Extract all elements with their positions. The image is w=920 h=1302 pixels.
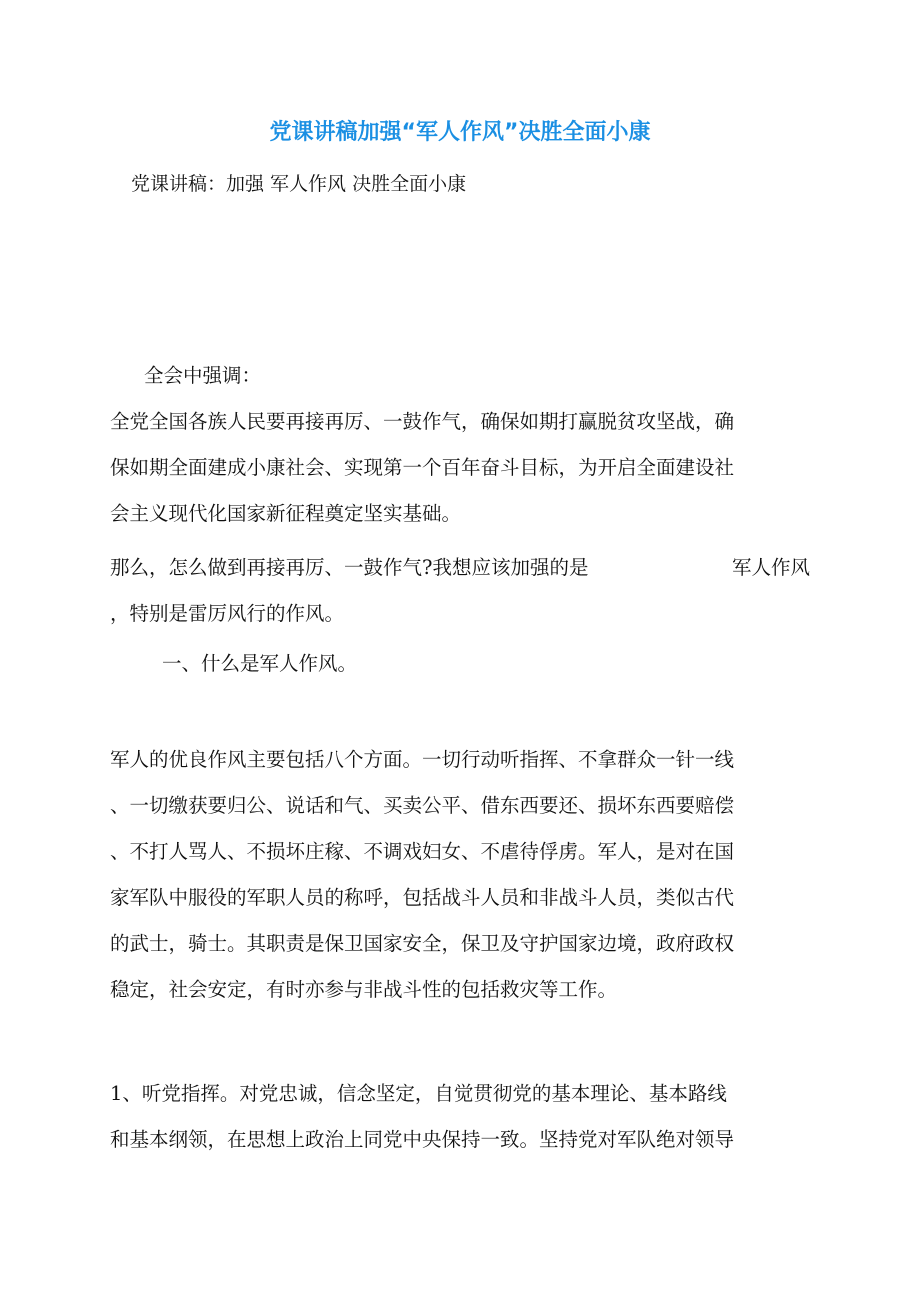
question-paragraph (110, 545, 810, 637)
intro-lead: 全会中强调： (144, 364, 262, 387)
question-emphasis: 军人作风 (731, 556, 810, 579)
intro-line: 全党全国各族人民要再接再厉、一鼓作气，确保如期打赢脱贫攻坚战，确 (110, 410, 735, 433)
section-body-paragraph (110, 737, 810, 1013)
section-heading-block (110, 641, 810, 687)
body-line: 军人的优良作风主要包括八个方面。一切行动听指挥、不拿群众一针一线 (110, 748, 735, 771)
body-line: 、不打人骂人、不损坏庄稼、不调戏妇女、不虐待俘虏。军人，是对在国 (110, 840, 735, 863)
intro-paragraph (110, 353, 810, 537)
document-subtitle: 党课讲稿：加强 军人作风 决胜全面小康 (131, 173, 467, 195)
body-line: 的武士，骑士。其职责是保卫国家安全，保卫及守护国家边境，政府政权 (110, 932, 735, 955)
body-line: 稳定，社会安定，有时亦参与非战斗性的包括救灾等工作。 (110, 978, 618, 1001)
intro-line: 保如期全面建成小康社会、实现第一个百年奋斗目标，为开启全面建设社 (110, 456, 735, 479)
question-line (110, 545, 810, 591)
body-line: 、一切缴获要归公、说话和气、买卖公平、借东西要还、损坏东西要赔偿 (110, 794, 735, 817)
body-line: 家军队中服役的军职人员的称呼，包括战斗人员和非战斗人员，类似古代 (110, 886, 735, 909)
point-line: 和基本纲领，在思想上政治上同党中央保持一致。坚持党对军队绝对领导 (110, 1128, 735, 1151)
document-title: 党课讲稿加强“军人作风”决胜全面小康 (269, 120, 651, 145)
question-text: 那么，怎么做到再接再厉、一鼓作气?我想应该加强的是 (110, 556, 589, 579)
point-one-paragraph (110, 1071, 810, 1163)
section-heading: 一、什么是军人作风。 (162, 652, 358, 675)
intro-line: 会主义现代化国家新征程奠定坚实基础。 (110, 502, 462, 525)
question-line-continued: ，特别是雷厉风行的作风。 (110, 602, 345, 625)
point-line: 1、听党指挥。对党忠诚，信念坚定，自觉贯彻党的基本理论、基本路线 (110, 1082, 727, 1105)
